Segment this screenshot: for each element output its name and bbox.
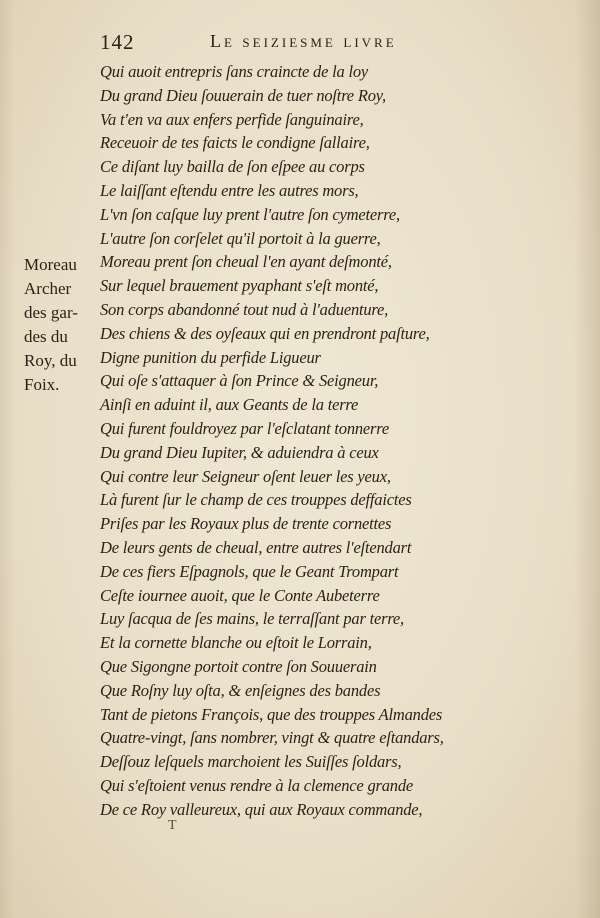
margin-note-line: Archer	[24, 279, 72, 298]
verse-line: Luy ſacqua de ſes mains, le terraſſant par terre,	[100, 609, 404, 629]
verse-line: Que Roſny luy oſta, & enſeignes des bandes	[100, 680, 381, 700]
page-number: 142	[100, 30, 135, 54]
signature-mark: T	[168, 818, 177, 833]
verse-line: Ceſte iournee auoit, que le Conte Aubeterre	[100, 585, 380, 605]
verse-line: De ce Roy valleureux, qui aux Royaux commande,	[100, 799, 423, 819]
verse-line: De leurs gents de cheual, entre autres l'eſtendart	[100, 537, 412, 557]
verse-line: Qui auoit entrepris ſans craincte de la loy	[100, 62, 369, 81]
verse-line: Que Sigongne portoit contre ſon Souuerain	[100, 656, 377, 676]
margin-note	[24, 253, 104, 397]
running-head: Le seiziesme livre	[210, 31, 397, 51]
margin-note-line: des gar-	[24, 303, 78, 322]
verse-line: Digne punition du perfide Ligueur	[100, 347, 321, 367]
verse-line: Et la cornette blanche ou eſtoit le Lorrain,	[100, 633, 372, 653]
verse-line: Priſes par les Royaux plus de trente cornettes	[100, 514, 392, 534]
verse-line: Du grand Dieu ſouuerain de tuer noſtre Roy,	[100, 85, 386, 105]
margin-note-line: des du	[24, 327, 68, 346]
verse-line: Du grand Dieu Iupiter, & aduiendra à ceux	[100, 442, 379, 462]
verse-line: Moreau prent ſon cheual l'en ayant deſmonté,	[100, 252, 392, 272]
page-gutter-shadow	[0, 0, 14, 918]
verse-line: De ces fiers Eſpagnols, que le Geant Trompart	[100, 561, 399, 581]
verse-line: Va t'en va aux enfers perfide ſanguinaire,	[100, 109, 364, 129]
page-header	[100, 30, 460, 56]
verse-line: L'vn ſon caſque luy prent l'autre ſon cymeterre,	[100, 204, 400, 224]
verse-line: Qui s'eſtoient venus rendre à la clemence grande	[100, 775, 413, 795]
verse-line: Des chiens & des oyſeaux qui en prendront paſture,	[100, 323, 430, 343]
margin-note-line: Foix.	[24, 375, 60, 394]
verse-line: Tant de pietons François, que des trouppes Almandes	[100, 704, 443, 724]
margin-note-line: Moreau	[24, 255, 77, 274]
verse-line: Ce diſant luy bailla de ſon eſpee au corps	[100, 157, 365, 177]
verse-line: Qui contre leur Seigneur oſent leuer les yeux,	[100, 466, 391, 486]
margin-note-line: Roy, du	[24, 351, 77, 370]
verse-line: Receuoir de tes faicts le condigne ſallaire,	[100, 133, 370, 153]
verse-line: Sur lequel brauement pyaphant s'eſt monté,	[100, 276, 379, 296]
verse-line: Son corps abandonné tout nud à l'aduenture,	[100, 299, 389, 319]
page-edge-shadow	[574, 0, 600, 918]
verse-text	[100, 60, 570, 822]
verse-line: Là furent ſur le champ de ces trouppes deffaictes	[100, 490, 412, 510]
verse-line: L'autre ſon corſelet qu'il portoit à la guerre,	[100, 228, 381, 248]
verse-line: Qui oſe s'attaquer à ſon Prince & Seigneur,	[100, 371, 379, 391]
verse-line: Deſſouz leſquels marchoient les Suiſſes ſoldars,	[100, 752, 402, 772]
verse-line: Quatre-vingt, ſans nombrer, vingt & quatre eſtandars,	[100, 728, 444, 748]
verse-line: Qui furent fouldroyez par l'eſclatant tonnerre	[100, 418, 390, 438]
verse-line: Ainſi en aduint il, aux Geants de la terre	[100, 395, 359, 415]
verse-line: Le laiſſant eſtendu entre les autres mors,	[100, 180, 359, 200]
